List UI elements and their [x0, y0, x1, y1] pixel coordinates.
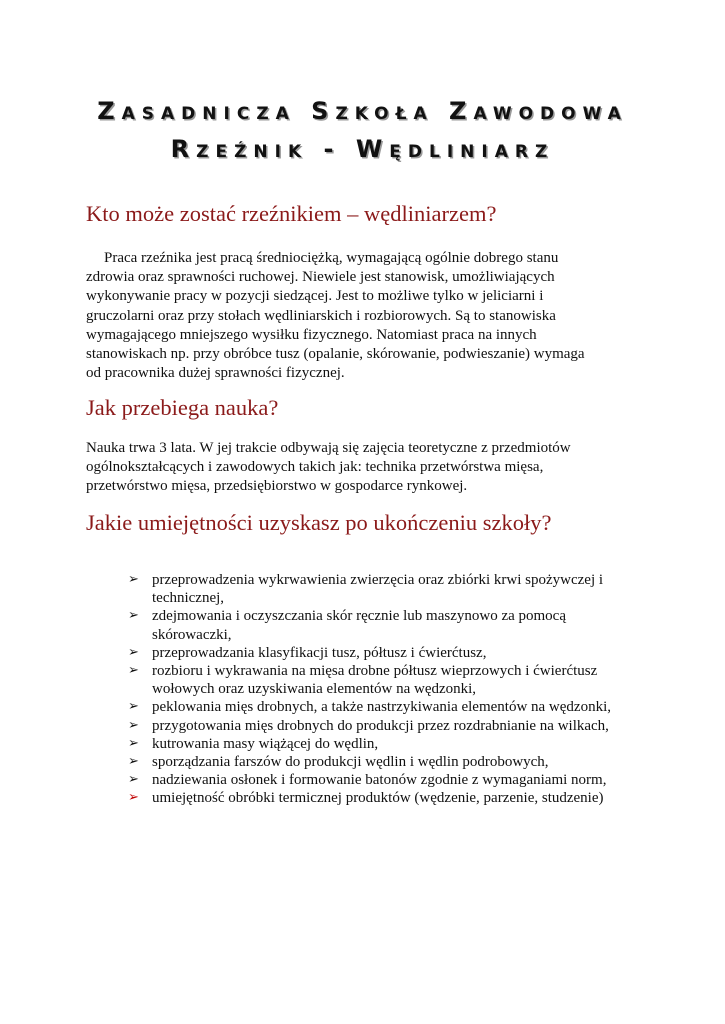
skills-list: [128, 571, 648, 808]
list-item: [128, 717, 648, 735]
list-item: [128, 607, 648, 643]
list-item: [128, 698, 648, 716]
skill-text: zdejmowania i oczyszczania skór ręcznie lub maszynowo za pomocą skórowaczki,: [152, 608, 566, 643]
profession-title: Rzeźnik - Wędliniarz: [170, 135, 555, 163]
section-text-who: Praca rzeźnika jest pracą średniociężką, wymagającą ogólnie dobrego stanu zdrowia oraz sprawności ruchowej. Niewiele jest stanowisk, umożliwiających wykonywanie pracy w pozycji siedzącej. Jest to możliwe tylko w jeliciarni i gruczolarni oraz przy stołach wędliniarskich i rozbiorowych. Są to stanowiska wymagającego mniejszego wysiłku fizycznego. Natomiast praca na innych stanowiskach np. przy obróbce tusz (opalanie, skórowanie, podwieszanie) wymaga od pracownika dużej sprawności fizycznej.: [86, 250, 585, 382]
skill-text: umiejętność obróbki termicznej produktów (wędzenie, parzenie, studzenie): [152, 790, 604, 807]
skill-text: sporządzania farszów do produkcji wędlin i wędlin podrobowych,: [152, 754, 549, 771]
skill-text: peklowania mięs drobnych, a także nastrzykiwania elementów na wędzonki,: [152, 699, 612, 716]
arrow-bullet-icon: ➢: [128, 644, 139, 660]
arrow-bullet-icon: ➢: [128, 572, 139, 587]
list-item: [128, 789, 648, 807]
section-heading-learning: Jak przebiega nauka?: [86, 395, 279, 420]
skill-text: przeprowadzenia wykrwawienia zwierzęcia oraz zbiórki krwi spożywczej i technicznej,: [152, 572, 604, 607]
arrow-bullet-icon: ➢: [128, 735, 139, 751]
list-item: [128, 735, 648, 753]
arrow-bullet-icon: ➢: [128, 717, 139, 733]
skill-text: rozbioru i wykrawania na mięsa drobne półtusz wieprzowych i ćwierćtusz wołowych oraz uzyskiwania elementów na wędzonki,: [152, 663, 598, 698]
skill-text: przeprowadzania klasyfikacji tusz, półtusz i ćwierćtusz,: [152, 644, 487, 661]
section-heading-skills: Jakie umiejętności uzyskasz po ukończeniu szkoły?: [86, 510, 552, 535]
skill-text: przygotowania mięs drobnych do produkcji przez rozdrabnianie na wilkach,: [152, 717, 609, 734]
list-item: [128, 771, 648, 789]
arrow-bullet-icon: ➢: [128, 663, 139, 679]
list-item: [128, 644, 648, 662]
arrow-bullet-icon: ➢: [128, 608, 139, 624]
list-item: [128, 571, 648, 607]
list-item: [128, 662, 648, 698]
arrow-bullet-icon: ➢: [128, 699, 139, 715]
section-heading-who: Kto może zostać rzeźnikiem – wędliniarzem?: [86, 201, 497, 226]
list-item: [128, 753, 648, 771]
document-title: [0, 92, 725, 168]
arrow-bullet-icon: ➢: [128, 772, 139, 788]
arrow-bullet-icon: ➢: [128, 790, 139, 806]
school-name-title: Zasadnicza Szkoła Zawodowa: [97, 97, 628, 125]
section-text-learning: Nauka trwa 3 lata. W jej trakcie odbywają się zajęcia teoretyczne z przedmiotów ogólnokształcących i zawodowych takich jak: technika przetwórstwa mięsa, przetwórstwo mięsa, przedsiębiorstwo w gospodarce rynkowej.: [86, 440, 571, 495]
arrow-bullet-icon: ➢: [128, 754, 139, 770]
skill-text: nadziewania osłonek i formowanie batonów zgodnie z wymaganiami norm,: [152, 772, 607, 789]
skill-text: kutrowania masy wiążącej do wędlin,: [152, 735, 379, 752]
